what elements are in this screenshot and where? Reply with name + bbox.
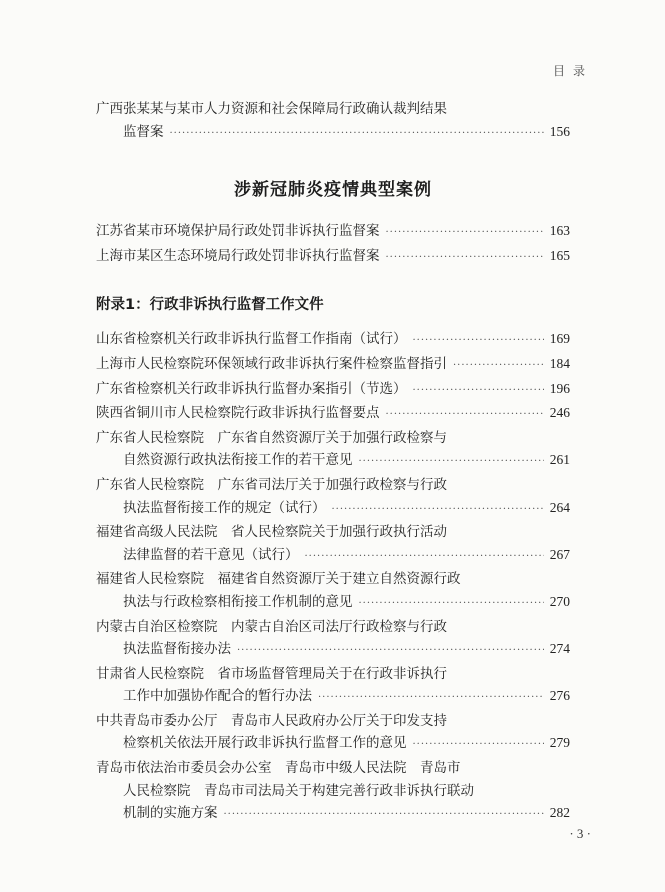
toc-entry-line [96,497,570,522]
leader-dots [237,640,544,663]
leader-dots [318,687,544,710]
section-title: 涉新冠肺炎疫情典型案例 [234,180,432,201]
toc-entry[interactable] [96,378,570,403]
toc-entry-text: 上海市人民检察院环保领域行政非诉执行案件检察监督指引 [96,355,447,372]
toc-entry-text: 福建省高级人民法院 省人民检察院关于加强行政执行活动 [96,524,447,541]
page-number: · 3 · [569,826,591,841]
toc-entry-text: 广东省人民检察院 广东省自然资源厅关于加强行政检察与 [96,429,447,446]
leader-dots [413,380,544,403]
toc-page-number: 270 [549,593,570,609]
toc-entry[interactable] [96,616,570,663]
toc-entry-line [96,245,570,270]
toc-page-number: 276 [549,688,570,704]
toc-entry-text: 执法监督衔接办法 [123,641,231,658]
toc-entry-line [96,638,570,663]
leader-dots [413,734,544,757]
toc-entry-text: 机制的实施方案 [123,805,218,822]
toc-entry[interactable] [96,220,570,245]
toc-entry[interactable] [96,353,570,378]
toc-entry[interactable] [96,710,570,757]
toc-entry-line [96,802,570,827]
toc-page-number: 184 [549,355,570,371]
covid-entries [96,220,570,269]
toc-entry-line [96,710,570,733]
toc-entry-line [96,616,570,639]
toc-entry[interactable] [96,427,570,474]
toc-entry-text: 检察机关依法开展行政非诉执行监督工作的意见 [123,735,407,752]
toc-entry[interactable] [96,402,570,427]
toc-entry-line [96,378,570,403]
toc-page-number: 264 [549,499,570,515]
toc-entry-line [96,98,570,121]
toc-entry-text: 青岛市依法治市委员会办公室 青岛市中级人民法院 青岛市 [96,760,461,777]
toc-entry-line [96,427,570,450]
toc-entry[interactable] [96,474,570,521]
toc-entry-line [96,521,570,544]
leader-dots [332,499,544,522]
toc-entry-line [96,220,570,245]
leader-dots [359,451,544,474]
leader-dots [386,247,544,270]
toc-entry-line [96,568,570,591]
top-entries [96,98,570,145]
toc-entry-line [96,757,570,780]
toc-entry-text: 执法与行政检察相衔接工作机制的意见 [123,593,353,610]
toc-entry-line [96,449,570,474]
toc-entry-line [96,328,570,353]
toc-entry-text: 甘肃省人民检察院 省市场监督管理局关于在行政非诉执行 [96,665,447,682]
toc-entry-line [96,591,570,616]
toc-page-number: 156 [549,123,570,139]
running-header: 目录 [552,64,593,78]
toc-entry-text: 上海市某区生态环境局行政处罚非诉执行监督案 [96,247,380,264]
leader-dots [386,222,544,245]
toc-entry-text: 陕西省铜川市人民检察院行政非诉执行监督要点 [96,405,380,422]
toc-entry-line [96,544,570,569]
leader-dots [386,404,544,427]
toc-page-number: 169 [549,331,570,347]
toc-entry-text: 自然资源行政执法衔接工作的若干意见 [123,452,353,469]
appendix-title: 附录1：行政非诉执行监督工作文件 [96,297,324,314]
toc-entry-line [96,780,570,803]
toc-entry-line [96,353,570,378]
toc-entry-text: 内蒙古自治区检察院 内蒙古自治区司法厅行政检察与行政 [96,618,447,635]
toc-entry-text: 山东省检察机关行政非诉执行监督工作指南（试行） [96,331,407,348]
toc-page-number: 196 [549,380,570,396]
toc-entry-text: 广西张某某与某市人力资源和社会保障局行政确认裁判结果 [96,101,447,117]
toc-page-number: 246 [549,405,570,421]
toc-page-number: 261 [549,452,570,468]
toc-entry-text: 广东省检察机关行政非诉执行监督办案指引（节选） [96,380,407,397]
toc-entry[interactable] [96,98,570,145]
toc-content [96,98,570,827]
toc-entry-line [96,121,570,146]
toc-entry[interactable] [96,757,570,827]
toc-entry-text: 法律监督的若干意见（试行） [123,546,299,563]
leader-dots [224,804,544,827]
leader-dots [359,593,544,616]
toc-entry-text: 监督案 [123,123,164,140]
toc-entry-text: 工作中加强协作配合的暂行办法 [123,688,312,705]
toc-page-number: 267 [549,546,570,562]
leader-dots [413,330,544,353]
leader-dots [305,546,544,569]
toc-page-number: 163 [549,223,570,239]
leader-dots [453,355,544,378]
toc-entry-text: 江苏省某市环境保护局行政处罚非诉执行监督案 [96,223,380,240]
toc-page-number: 282 [549,805,570,821]
toc-entry-text: 广东省人民检察院 广东省司法厅关于加强行政检察与行政 [96,476,447,493]
toc-entry-text: 福建省人民检察院 福建省自然资源厅关于建立自然资源行政 [96,571,461,588]
toc-entry-text: 人民检察院 青岛市司法局关于构建完善行政非诉执行联动 [123,782,474,799]
toc-entry-line [96,663,570,686]
toc-page-number: 279 [549,735,570,751]
toc-entry[interactable] [96,521,570,568]
toc-entry-text: 中共青岛市委办公厅 青岛市人民政府办公厅关于印发支持 [96,712,447,729]
toc-entry-line [96,402,570,427]
leader-dots [170,123,544,146]
toc-entry-text: 执法监督衔接工作的规定（试行） [123,499,326,516]
toc-entry[interactable] [96,245,570,270]
toc-entry-line [96,732,570,757]
toc-page-number: 165 [549,247,570,263]
toc-entry[interactable] [96,328,570,353]
toc-entry-line [96,685,570,710]
toc-entry[interactable] [96,663,570,710]
toc-entry-line [96,474,570,497]
toc-page-number: 274 [549,641,570,657]
appendix-entries [96,328,570,826]
toc-entry[interactable] [96,568,570,615]
